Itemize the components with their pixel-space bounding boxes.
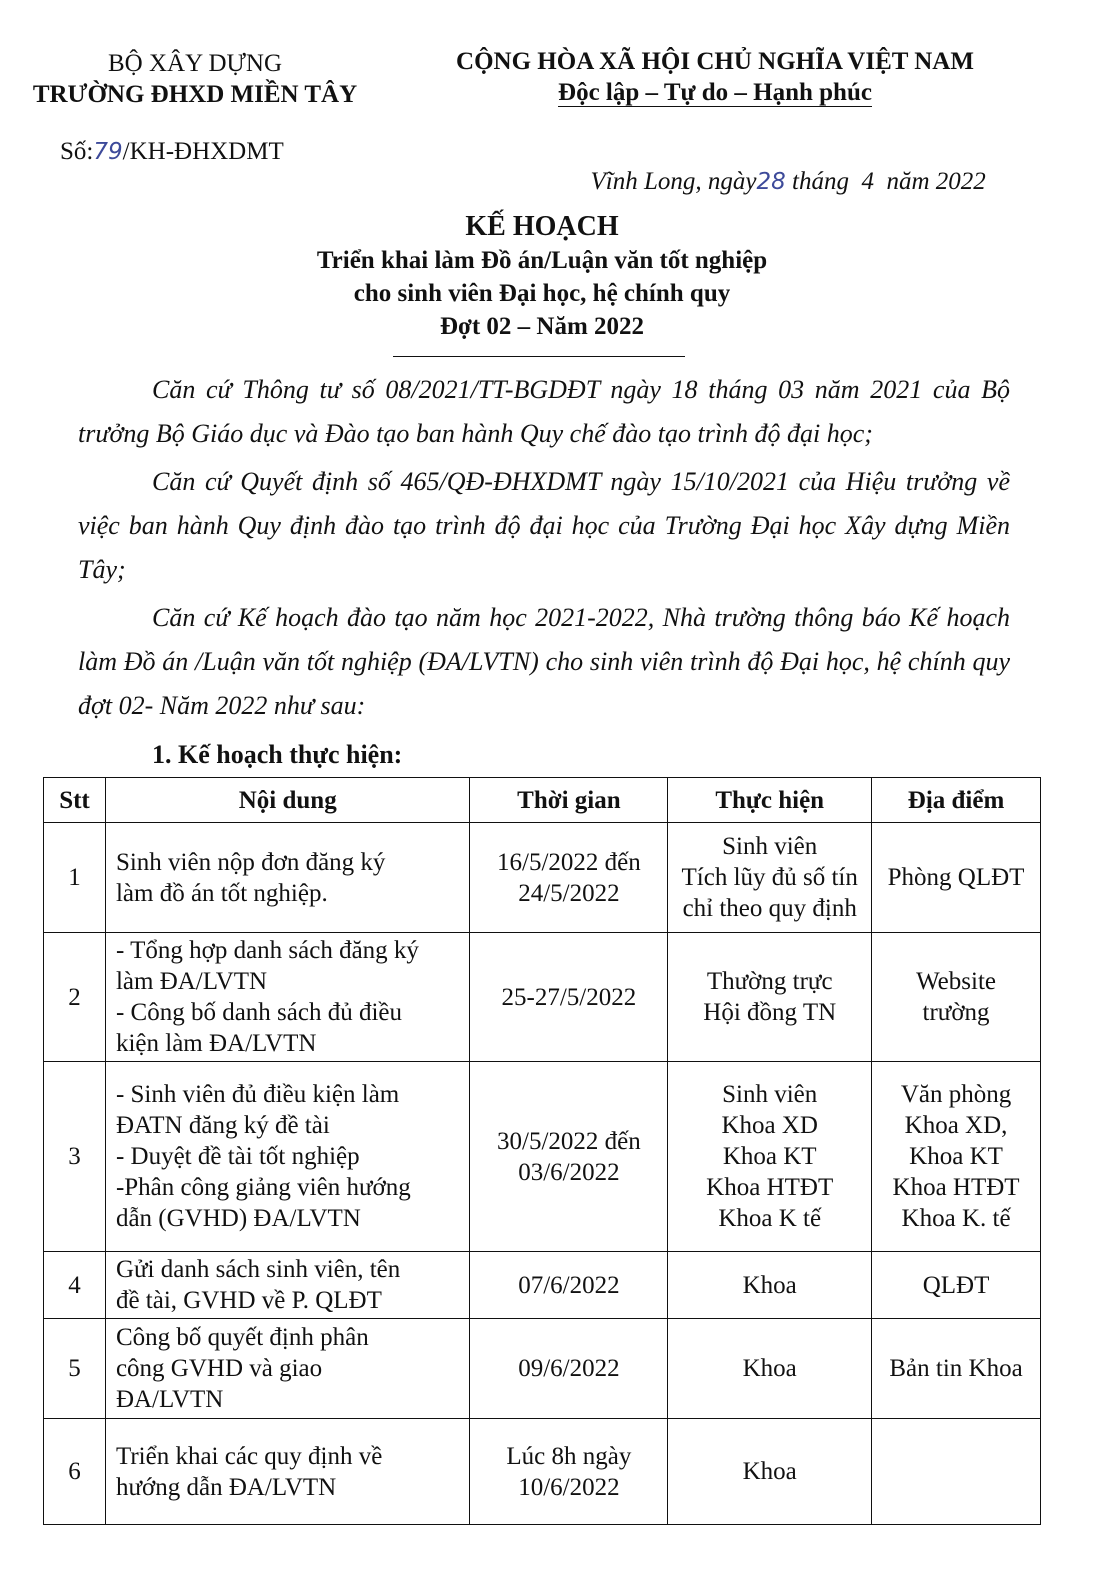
cell-place (872, 1419, 1041, 1525)
header-time: Thời gian (470, 778, 668, 823)
table-header-row (44, 778, 1041, 823)
cell-time (470, 1062, 668, 1252)
cell-time-line: Lúc 8h ngày (506, 1442, 632, 1470)
paragraph-3: Căn cứ Kế hoạch đào tạo năm học 2021-2022, Nhà trường thông báo Kế hoạch làm Đồ án /Luận văn tốt nghiệp (ĐA/LVTN) cho sinh viên trình độ Đại học, hệ chính quy đợt 02- Năm 2022 như sau: (78, 603, 1010, 720)
cell-place-line: Website (916, 968, 996, 995)
cell-place-line: Khoa K. tế (901, 1205, 1011, 1232)
cell-content-line: ĐATN đăng ký đề tài (115, 1112, 330, 1139)
header-stt: Stt (44, 778, 106, 823)
right-header (410, 46, 1020, 108)
cell-place (872, 933, 1041, 1062)
country-name: CỘNG HÒA XÃ HỘI CHỦ NGHĨA VIỆT NAM (456, 48, 974, 75)
cell-place (872, 1319, 1041, 1419)
cell-stt: 3 (44, 1062, 106, 1252)
cell-content-line: dẫn (GVHD) ĐA/LVTN (115, 1205, 361, 1232)
cell-time-line: 30/5/2022 đến (497, 1127, 641, 1155)
cell-content-line: kiện làm ĐA/LVTN (115, 1030, 317, 1057)
cell-by-line: chỉ theo quy định (682, 895, 857, 922)
cell-place (872, 1252, 1041, 1319)
cell-by-line: Khoa (742, 1355, 797, 1382)
cell-content (105, 1252, 470, 1319)
title-line3: Đợt 02 – Năm 2022 (439, 313, 645, 340)
cell-by-line: Khoa (742, 1271, 797, 1299)
cell-content-line: - Duyệt đề tài tốt nghiệp (115, 1143, 360, 1170)
number-prefix: Số: (60, 138, 94, 165)
cell-content-line: Gửi danh sách sinh viên, tên (115, 1256, 401, 1283)
date-day-handwritten: 28 (756, 169, 786, 195)
cell-place (872, 823, 1041, 933)
title-divider (393, 356, 685, 357)
cell-by-line: Khoa HTĐT (706, 1174, 834, 1201)
cell-by-line: Sinh viên (722, 1081, 818, 1108)
school-name: TRƯỜNG ĐHXD MIỀN TÂY (32, 81, 358, 108)
cell-time-line: 09/6/2022 (518, 1355, 620, 1382)
cell-stt: 1 (44, 823, 106, 933)
cell-content-line: Công bố quyết định phân (115, 1324, 369, 1351)
paragraph-1: Căn cứ Thông tư số 08/2021/TT-BGDĐT ngày 18 tháng 03 năm 2021 của Bộ trưởng Bộ Giáo dục và Đào tạo ban hành Quy chế đào tạo trình độ đại học; (78, 375, 1010, 448)
cell-time-line: 03/6/2022 (518, 1158, 620, 1186)
cell-content-line: - Sinh viên đủ điều kiện làm (115, 1081, 400, 1108)
cell-place-line: Bản tin Khoa (889, 1355, 1023, 1382)
title-main: KẾ HOẠCH (465, 211, 619, 242)
cell-time-line: 25-27/5/2022 (501, 983, 637, 1011)
cell-place-line: Văn phòng (900, 1081, 1012, 1108)
cell-content (105, 1319, 470, 1419)
cell-by-line: Thường trực (706, 968, 833, 995)
cell-content (105, 1062, 470, 1252)
cell-content-line: - Công bố danh sách đủ điều (115, 999, 403, 1026)
cell-content-line: ĐA/LVTN (115, 1386, 224, 1413)
date-suffix: tháng 4 năm 2022 (792, 168, 986, 195)
paragraph-2: Căn cứ Quyết định số 465/QĐ-ĐHXDMT ngày 15/10/2021 của Hiệu trưởng về việc ban hành Quy định đào tạo trình độ đại học của Trường Đại học Xây dựng Miền Tây; (78, 467, 1010, 584)
document-date (578, 140, 986, 196)
cell-by (668, 1419, 872, 1525)
cell-time (470, 1319, 668, 1419)
cell-content-line: Sinh viên nộp đơn đăng ký (115, 848, 386, 876)
cell-content-line: - Tổng hợp danh sách đăng ký (115, 937, 419, 964)
cell-by-line: Khoa K tế (718, 1205, 822, 1232)
cell-stt: 6 (44, 1419, 106, 1525)
header-content: Nội dung (105, 778, 470, 823)
cell-place-line: Khoa HTĐT (892, 1174, 1020, 1201)
cell-by-line: Hội đồng TN (703, 999, 837, 1026)
table-row (44, 933, 1041, 1062)
section-heading: 1. Kế hoạch thực hiện: (152, 740, 403, 769)
cell-stt: 5 (44, 1319, 106, 1419)
cell-by (668, 933, 872, 1062)
cell-by-line: Khoa (742, 1458, 797, 1485)
cell-place-line: Khoa XD, (904, 1112, 1008, 1139)
cell-by-line: Tích lũy đủ số tín (681, 864, 858, 891)
table-row (44, 823, 1041, 933)
cell-stt: 4 (44, 1252, 106, 1319)
ministry-name: BỘ XÂY DỰNG (107, 50, 283, 77)
header-by: Thực hiện (668, 778, 872, 823)
cell-time (470, 823, 668, 933)
cell-time-line: 16/5/2022 đến (497, 848, 641, 876)
cell-place-line: QLĐT (922, 1271, 990, 1299)
cell-by-line: Khoa XD (721, 1112, 818, 1139)
cell-by (668, 1319, 872, 1419)
cell-content-line: đề tài, GVHD về P. QLĐT (115, 1287, 382, 1314)
cell-content-line: làm đồ án tốt nghiệp. (115, 879, 328, 907)
cell-by-line: Khoa KT (722, 1143, 817, 1170)
cell-content (105, 933, 470, 1062)
date-prefix: Vĩnh Long, ngày (590, 168, 757, 195)
header-place: Địa điểm (872, 778, 1041, 823)
cell-time-line: 07/6/2022 (518, 1271, 620, 1299)
cell-by (668, 1062, 872, 1252)
title-line2: cho sinh viên Đại học, hệ chính quy (353, 280, 731, 307)
title-block (200, 210, 884, 343)
table-row (44, 1252, 1041, 1319)
cell-content-line: -Phân công giảng viên hướng (115, 1174, 411, 1201)
left-header (20, 48, 370, 110)
cell-place-line: Khoa KT (909, 1143, 1003, 1170)
number-suffix: /KH-ĐHXDMT (122, 138, 284, 165)
document-number (60, 138, 284, 166)
cell-place (872, 1062, 1041, 1252)
cell-place-line: Phòng QLĐT (887, 864, 1025, 891)
cell-content-line: Triển khai các quy định về (115, 1442, 383, 1470)
table-row (44, 1419, 1041, 1525)
cell-time (470, 1252, 668, 1319)
cell-by (668, 823, 872, 933)
number-handwritten: 79 (93, 139, 123, 165)
cell-content (105, 823, 470, 933)
table-row (44, 1319, 1041, 1419)
cell-content-line: làm ĐA/LVTN (115, 968, 268, 995)
cell-content-line: công GVHD và giao (115, 1355, 323, 1382)
cell-content (105, 1419, 470, 1525)
cell-place-line: trường (922, 999, 990, 1026)
cell-content-line: hướng dẫn ĐA/LVTN (115, 1473, 337, 1501)
cell-by-line: Sinh viên (722, 833, 818, 860)
cell-by (668, 1252, 872, 1319)
title-line1: Triển khai làm Đồ án/Luận văn tốt nghiệp (316, 247, 768, 274)
table-row (44, 1062, 1041, 1252)
cell-time-line: 24/5/2022 (518, 879, 620, 907)
plan-table (43, 777, 1041, 1525)
cell-time (470, 1419, 668, 1525)
cell-time-line: 10/6/2022 (518, 1473, 620, 1501)
cell-stt: 2 (44, 933, 106, 1062)
motto: Độc lập – Tự do – Hạnh phúc (558, 79, 872, 106)
cell-time (470, 933, 668, 1062)
